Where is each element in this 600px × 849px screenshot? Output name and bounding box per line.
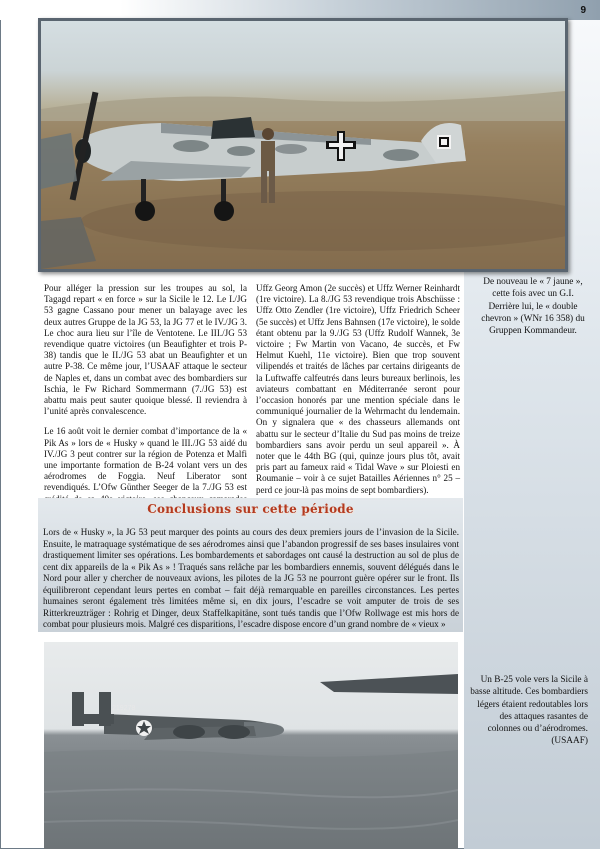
photo-top-illustration	[41, 21, 565, 269]
text-column-1	[44, 283, 247, 525]
caption-bottom-photo: Un B-25 vole vers la Sicile à basse altitude. Ces bombardiers légers étaient redoutables lors des attaques rasantes de colonnes ou d’aérodromes. (USAAF)	[470, 675, 588, 747]
text-column-2	[256, 283, 460, 505]
page-number: 9	[580, 5, 586, 16]
top-band	[0, 0, 600, 20]
conclusion-text: Lors de « Husky », la JG 53 peut marquer des points au cours des deux premiers jours de l’invasion de la Sicile. Ensuite, le matraquage systématique de ses aérodromes ainsi que l’abandon progressif de ses bases insulaires vont drastiquement limiter ses opérations. Les bombardements et sabordages ont causé la destruction au sol de plus de cent dix appareils de la « Pik As » ! Traqués sans relâche par les bombardiers ennemis, souvent délégués dans le Nord pour aller y chercher de nouveaux avions, les pilotes de la JG 53 ne pourront guère opérer sur le front. Ils équilibreront cependant leurs pertes en combat – fait déjà remarquable en pareilles circonstances. Les pertes humaines seront également très limitées même si, en dix jours, l’escadre se voit amputer de trois de ses Ritterkreuzträger : Rohrig et Dinger, deux Staffelkapitäne, sont tués tandis que l’Ofw Rollwage est mis hors de combat pour plusieurs mois. Malgré ces disparitions, l’escadre dispose encore d’un grand nombre de « vieux »	[43, 527, 459, 629]
photo-messerschmitt-airfield	[38, 18, 568, 272]
col1-paragraph-2: Le 16 août voit le dernier combat d’importance de la « Pik As » lors de « Husky » quand le III./JG 53 aidé du IV./JG 3 peut contrer sur la région de Potenza et Malfi une importante formation de B-24 volant vers un des aérodromes de Foggia. Neuf Liberator sont revendiqués. L’Ofw Günther Seeger de la 7./JG 53 est	[44, 426, 247, 493]
photo-bottom-illustration	[44, 642, 458, 849]
photo-b25-low-altitude	[44, 642, 458, 849]
col1-paragraph-1: Pour alléger la pression sur les troupes au sol, la Tagagd repart « en force » sur la Sicile le 12. Le I./JG 53 gagne Cassano pour mener un balayage avec les deux autres Gruppe de la JG 53, la JG 77 et le IV./JG 3. Le choc aura lieu sur l’île de Ventotene. Le III./JG 53 revendique quatre victoires (un Beaufighter et trois P-38) tandis que le II./JG 53 abat un Beaufighter et un autre P-38. Ce même jour, l’USAAF attaque le secteur de Naples et, dans un combat avec des bombardiers sur Ischia, le Fw Richard Sommermann (7./JG 53) est abattu mais peut sauter quoique blessé. Il reviendra à l’unité après convalescence.	[44, 283, 247, 417]
aircraft-serial: 219278	[112, 705, 136, 712]
col2-paragraph-1: Uffz Georg Amon (2e succès) et Uffz Werner Reinhardt (1re victoire). La 8./JG 53 revendique trois Abschüsse : Uffz Otto Zendler (1re victoire), Uffz Friedrich Scheer (5e succès) et Uffz Jens Bahnsen (17e victoire), le solde étant obtenu par la 9./JG 53 (Uffz Rudolf Wannek, 3e victoire ; Fw Martin von Vacano, 4e succès, et Fw Helmut Kuehl, 11e victoire). Bien que trop souvent vilipendés et traités de lâches par certains dirigeants de la Luftwaffe calfeutrés dans leurs bureaux berlinois, les aviateurs combattant en Méditerranée seront pour l’occasion honorés par une mention spéciale dans le communiqué journalier de la Wehrmacht du lendemain. On y signalera que « des chasseurs allemands ont abattu sur le secteur d’Italie du Sud pas moins de treize bombardiers sans avoir perdu un seul appareil ». À noter que le 44th BG (qui, quinze jours plus tôt, avait pris part au fameux raid « Tidal Wave » sur Ploiesti en Roumanie – voir à ce sujet Batailles Aériennes n° 25 – perd ce jour-là pas moins de sept bombardiers).	[256, 283, 460, 495]
conclusion-title: Conclusions sur cette période	[147, 502, 354, 516]
caption-top-photo: De nouveau le « 7 jaune », cette fois avec un G.I. Derrière lui, le « double chevron » (WNr 16 358) du Gruppen Kommandeur.	[481, 277, 585, 337]
